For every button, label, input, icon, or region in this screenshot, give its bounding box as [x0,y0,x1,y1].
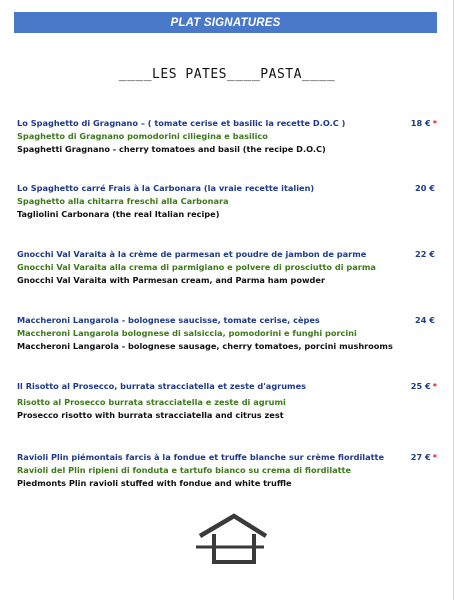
dish-item [17,248,437,286]
price-asterisk: * [432,118,437,128]
dish-price [415,314,437,327]
dish-name-italian: Ravioli del Plin ripieni di fonduta e tartufo bianco su crema di fiordilatte [17,464,352,475]
dish-item [17,182,437,220]
dish-name-italian: Maccheroni Langarola bolognese di salsiccia, pomodorini e funghi porcini [17,327,357,338]
banner [14,12,437,33]
dish-price [411,451,437,464]
dish-item [17,380,437,421]
dish-price [415,248,437,261]
dish-name-english: Maccheroni Langarola - bolognese sausage, cherry tomatoes, porcini mushrooms [17,340,393,351]
dish-item [17,451,437,489]
section-title: ____LES PATES____PASTA____ [118,67,336,82]
dish-price [411,117,437,130]
dish-name-english: Prosecco risotto with burrata stracciatella and citrus zest [17,409,284,420]
dish-name-italian: Spaghetto di Gragnano pomodorini ciliegina e basilico [17,130,268,141]
dish-name-french: Il Risotto al Prosecco, burrata stracciatella et zeste d'agrumes [17,381,307,391]
price-value: 18 € [410,118,431,128]
dish-name-english: Spaghetti Gragnano - cherry tomatoes and basil (the recipe D.O.C) [17,143,326,154]
dish-name-english: Gnocchi Val Varaita with Parmesan cream, and Parma ham powder [17,274,325,285]
dish-item [17,117,437,155]
banner-title: PLAT SIGNATURES [170,16,281,29]
dish-price [415,182,437,195]
dish-price [411,380,437,393]
price-value: 24 € [415,315,435,325]
house-logo-icon [196,512,268,564]
price-value: 27 € [410,452,431,462]
dish-name-french: Lo Spaghetto di Gragnano – ( tomate cerise et basilic la recette D.O.C ) [17,118,346,128]
dish-name-french: Ravioli Plin piémontais farcis à la fondue et truffe blanche sur crème fiordilatte [17,452,385,462]
price-value: 22 € [415,249,435,259]
dish-name-english: Tagliolini Carbonara (the real Italian recipe) [17,208,220,219]
dish-name-italian: Risotto al Prosecco burrata stracciatella e zeste di agrumi [17,396,286,407]
dish-name-french: Gnocchi Val Varaita à la crème de parmesan et poudre de jambon de parme [17,249,367,259]
dish-name-english: Piedmonts Plin ravioli stuffed with fondue and white truffle [17,477,292,488]
dish-name-french: Maccheroni Langarola - bolognese saucisse, tomate cerise, cèpes [17,315,320,325]
price-asterisk: * [432,452,437,462]
dish-name-italian: Gnocchi Val Varaita alla crema di parmigiano e polvere di prosciutto di parma [17,261,376,272]
dish-item [17,314,437,352]
dish-name-italian: Spaghetto alla chitarra freschi alla Carbonara [17,195,229,206]
price-value: 20 € [415,183,435,193]
price-value: 25 € [410,381,431,391]
price-asterisk: * [432,381,437,391]
dish-name-french: Lo Spaghetto carré Frais à la Carbonara (la vraie recette italien) [17,183,315,193]
